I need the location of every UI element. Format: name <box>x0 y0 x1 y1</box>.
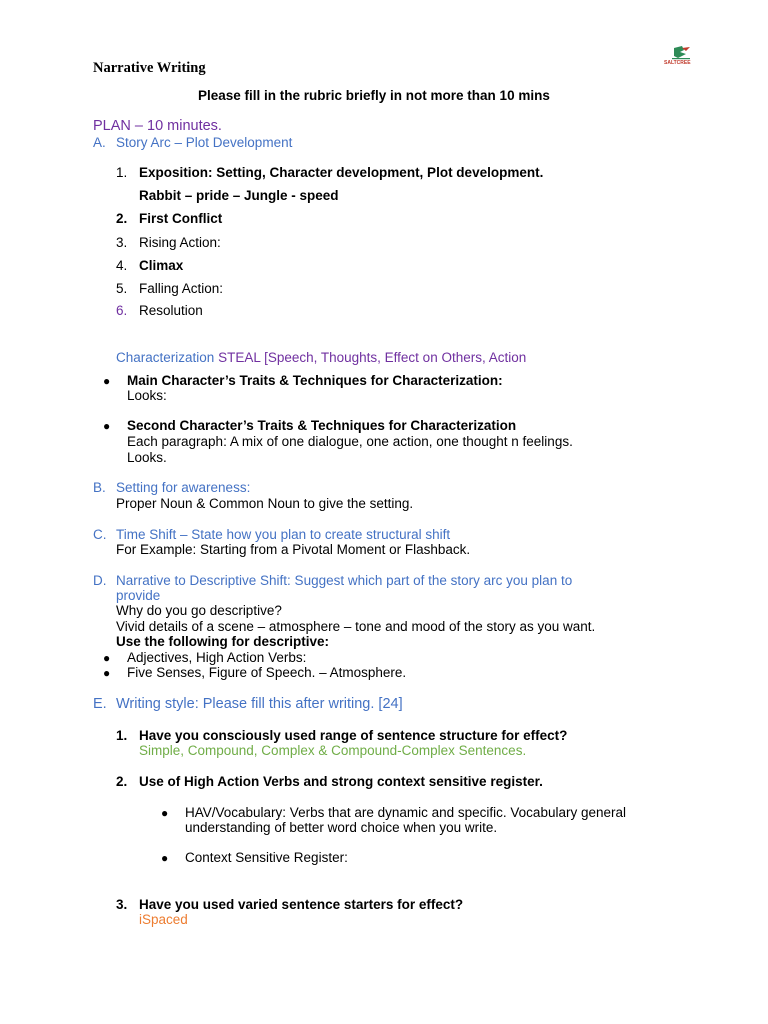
q3-text: Have you used varied sentence starters for effect? <box>139 897 464 912</box>
steal-label: STEAL [Speech, Thoughts, Effect on Others, Action <box>218 350 527 365</box>
arc-item-falling-action: Falling Action: <box>139 281 224 296</box>
document-title: Narrative Writing <box>93 60 206 76</box>
arc-item-exposition <box>139 165 543 181</box>
logo-text: SALTCREE <box>664 60 691 66</box>
arc-num-4: 4. <box>116 258 128 273</box>
q2-num: 2. <box>116 774 128 789</box>
bullet-icon: ● <box>103 651 111 665</box>
section-d-use-label: Use the following for descriptive: <box>116 634 330 649</box>
section-b-letter: B. <box>93 480 106 495</box>
arc-num-3: 3. <box>116 235 128 250</box>
main-character-looks: Looks: <box>127 388 167 403</box>
section-d-title-line-1: Narrative to Descriptive Shift: Suggest which part of the story arc you plan to <box>116 573 573 588</box>
section-a-title: Story Arc – Plot Development <box>116 135 293 150</box>
q2-text: Use of High Action Verbs and strong context sensitive register. <box>139 774 543 789</box>
second-character-line-1: Each paragraph: A mix of one dialogue, one action, one thought n feelings. <box>127 434 573 449</box>
bullet-icon: ● <box>103 374 111 388</box>
q3-num: 3. <box>116 897 128 912</box>
arc-num-2: 2. <box>116 211 128 226</box>
bullet-icon: ● <box>103 666 111 680</box>
q1-num: 1. <box>116 728 128 743</box>
arc-item-resolution: Resolution <box>139 303 203 318</box>
arc-num-5: 5. <box>116 281 128 296</box>
arc-label: Exposition <box>139 165 209 180</box>
arc-item-rising-action: Rising Action: <box>139 235 221 250</box>
q2-sub1-line-1: HAV/Vocabulary: Verbs that are dynamic and specific. Vocabulary general <box>185 805 626 820</box>
q3-answer: iSpaced <box>139 912 188 927</box>
q1-answer: Simple, Compound, Complex & Compound-Complex Sentences. <box>139 743 527 758</box>
plan-heading: PLAN – 10 minutes. <box>93 118 222 134</box>
bullet-icon: ● <box>161 851 169 865</box>
section-c-body: For Example: Starting from a Pivotal Moment or Flashback. <box>116 542 471 557</box>
bullet-icon: ● <box>103 419 111 433</box>
section-b-title: Setting for awareness: <box>116 480 251 495</box>
section-e-title: Writing style: Please fill this after writing. [24] <box>116 696 403 712</box>
second-character-line-2: Looks. <box>127 450 167 465</box>
section-b-body: Proper Noun & Common Noun to give the setting. <box>116 496 414 511</box>
descriptive-item-1: Adjectives, High Action Verbs: <box>127 650 307 665</box>
arc-item-first-conflict: First Conflict <box>139 211 223 226</box>
section-d-body-2: Vivid details of a scene – atmosphere – tone and mood of the story as you want. <box>116 619 596 634</box>
arc-note: Rabbit – pride – Jungle - speed <box>139 188 339 203</box>
section-d-letter: D. <box>93 573 107 588</box>
section-d-body-1: Why do you go descriptive? <box>116 603 282 618</box>
section-c-letter: C. <box>93 527 107 542</box>
arc-rest: : Setting, Character development, Plot development. <box>208 165 544 180</box>
characterization-label: Characterization <box>116 350 215 365</box>
section-e-letter: E. <box>93 696 107 712</box>
arc-item-climax: Climax <box>139 258 184 273</box>
descriptive-item-2: Five Senses, Figure of Speech. – Atmosphere. <box>127 665 407 680</box>
arc-num-1: 1. <box>116 165 128 180</box>
main-character-title: Main Character’s Traits & Techniques for Characterization: <box>127 373 503 388</box>
q2-sub1-line-2: understanding of better word choice when you write. <box>185 820 498 835</box>
q2-sub2: Context Sensitive Register: <box>185 850 348 865</box>
school-logo <box>664 44 698 72</box>
section-d-title-line-2: provide <box>116 588 161 603</box>
bullet-icon: ● <box>161 806 169 820</box>
second-character-title: Second Character’s Traits & Techniques for Characterization <box>127 418 517 433</box>
instruction-text: Please fill in the rubric briefly in not more than 10 mins <box>198 88 550 103</box>
characterization-heading <box>116 350 526 366</box>
q1-text: Have you consciously used range of sentence structure for effect? <box>139 728 568 743</box>
section-c-title: Time Shift – State how you plan to create structural shift <box>116 527 451 542</box>
section-a-letter: A. <box>93 135 106 150</box>
arc-num-6: 6. <box>116 303 128 318</box>
